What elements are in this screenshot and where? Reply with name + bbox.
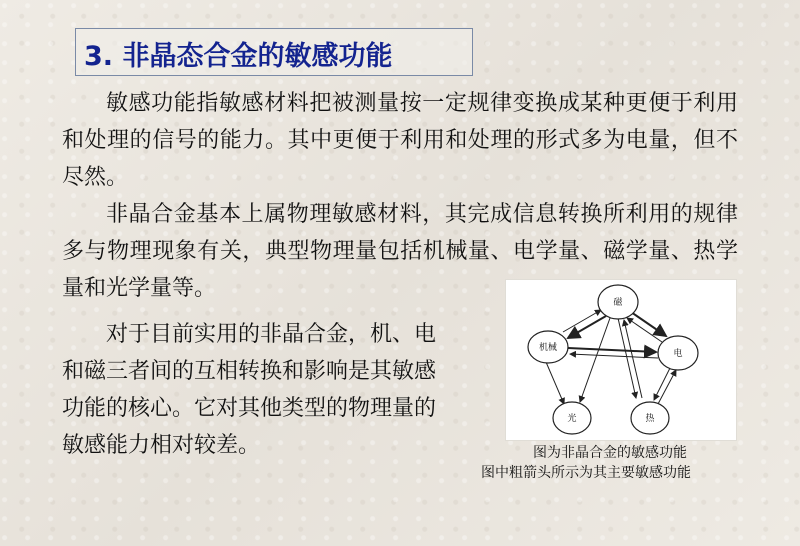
paragraph-core-line-1: 对于目前实用的非晶合金，机、电 <box>106 322 437 347</box>
node-magnetic-label: 磁 <box>613 298 623 308</box>
arrow-magnetic-to-light <box>580 318 610 402</box>
arrow-magnetic-to-heat <box>618 318 636 398</box>
arrow-electric-to-mechanical <box>570 354 658 358</box>
paragraph-core-line-4: 敏感能力相对较差。 <box>62 433 261 458</box>
slide-title: 3. 非晶态合金的敏感功能 <box>84 41 393 72</box>
paragraph-sensitive-function: 敏感功能指敏感材料把被测量按一定规律变换成某种更便于利用和处理的信号的能力。其中更便于利用和处理的形式多为电量，但不尽然。 <box>62 91 738 190</box>
figure-caption-line-2: 图中粗箭头所示为其主要敏感功能 <box>481 465 691 481</box>
diagram-arrows <box>546 310 676 404</box>
figure-caption-line-1: 图为非晶合金的敏感功能 <box>533 445 687 461</box>
node-heat-label: 热 <box>645 414 655 424</box>
diagram-svg <box>506 280 736 440</box>
node-electric-label: 电 <box>673 349 683 359</box>
paragraph-physical-sensitive: 非晶合金基本上属物理敏感材料，其完成信息转换所利用的规律多与物理现象有关，典型物理量包括机械量、电学量、磁学量、热学量和光学量等。 <box>62 202 738 301</box>
arrow-mechanical-to-magnetic <box>563 310 601 332</box>
arrow-magnetic-to-mechanical <box>568 316 606 338</box>
node-light-label: 光 <box>567 414 577 424</box>
arrow-electric-to-heat <box>654 368 670 400</box>
arrow-mechanical-to-light <box>546 362 564 404</box>
node-mechanical-label: 机械 <box>538 343 558 353</box>
sensitivity-diagram <box>505 279 737 441</box>
arrow-mechanical-to-electric <box>568 348 656 352</box>
paragraph-core-line-3: 功能的核心。它对其他类型的物理量的 <box>62 396 437 421</box>
paragraph-core-line-2: 和磁三者间的互相转换和影响是其敏感 <box>62 359 437 384</box>
